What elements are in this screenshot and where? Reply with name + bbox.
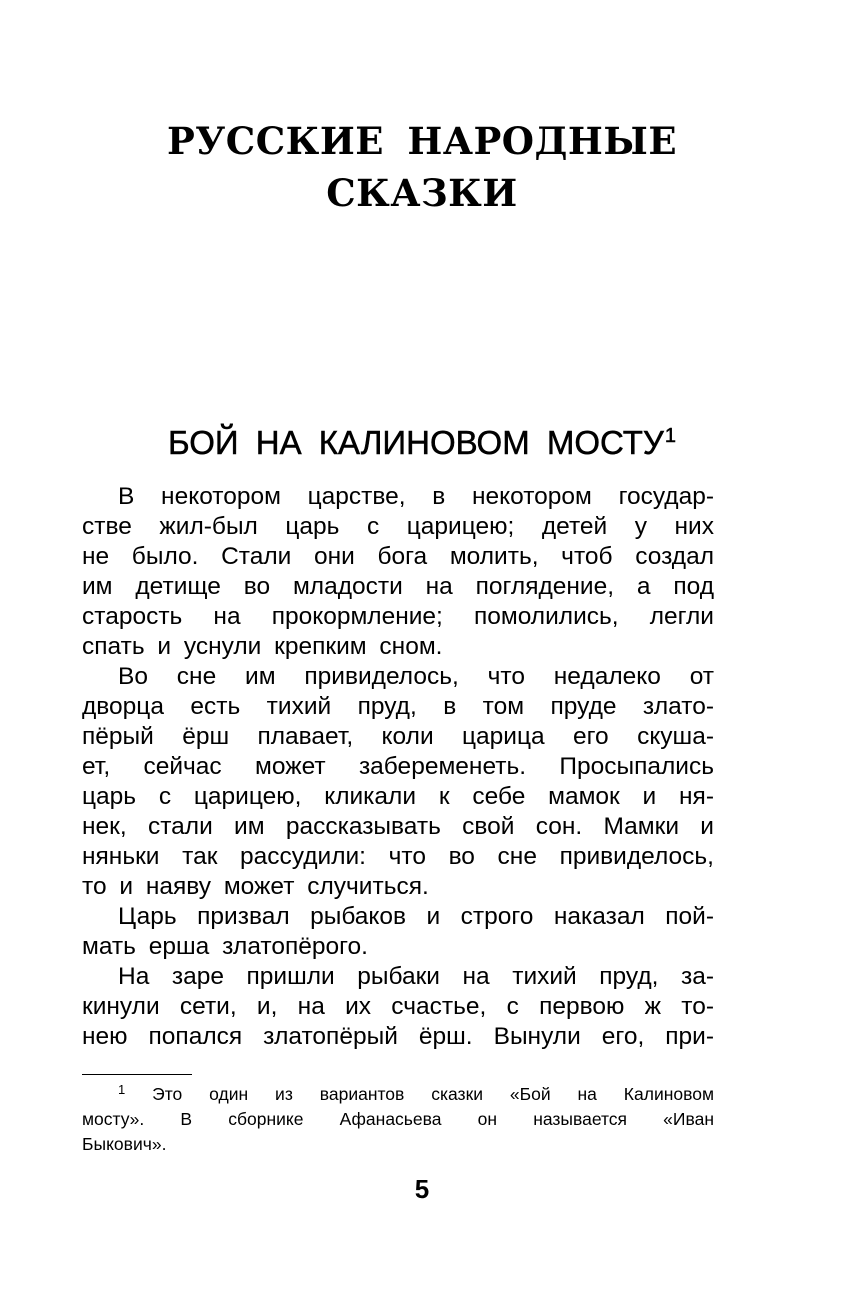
text-line: не было. Стали они бога молить, чтоб создал <box>82 543 714 570</box>
paragraph-3 <box>82 902 714 962</box>
paragraph-1 <box>82 482 714 662</box>
footnote-text: Это один из вариантов сказки «Бой на Калиновом <box>152 1084 714 1104</box>
footnote-line: мосту». В сборнике Афанасьева он называется «Иван <box>82 1109 714 1129</box>
paragraph-2 <box>82 662 714 902</box>
text-line: В некотором царстве, в некотором государ- <box>118 483 714 510</box>
text-line: На заре пришли рыбаки на тихий пруд, за- <box>118 963 714 990</box>
story-title <box>0 423 844 468</box>
text-line: стве жил-был царь с царицею; детей у них <box>82 513 714 540</box>
text-line: нек, стали им рассказывать свой сон. Мамки и <box>82 813 714 840</box>
text-line: мать ерша златопёрого. <box>82 933 368 960</box>
text-line: дворца есть тихий пруд, в том пруде злато- <box>82 693 714 720</box>
footnote-divider <box>82 1074 192 1075</box>
text-line: няньки так рассудили: что во сне привиделось, <box>82 843 714 870</box>
book-title-line-2: СКАЗКИ <box>326 171 518 215</box>
text-line: нею попался златопёрый ёрш. Вынули его, при- <box>82 1023 714 1050</box>
text-line: Царь призвал рыбаков и строго наказал пой- <box>118 903 714 930</box>
page-number: 5 <box>414 1174 430 1204</box>
footnote-line: Быкович». <box>82 1134 167 1154</box>
text-line: ет, сейчас может забеременеть. Просыпались <box>82 753 714 780</box>
story-body <box>82 482 714 1052</box>
text-line: спать и уснули крепким сном. <box>82 633 443 660</box>
text-line: им детище во младости на поглядение, а под <box>82 573 714 600</box>
story-title-text: БОЙ НА КАЛИНОВОМ МОСТУ <box>167 424 664 461</box>
book-title <box>0 115 844 219</box>
text-line: то и наяву может случиться. <box>82 873 429 900</box>
footnote <box>82 1082 714 1157</box>
paragraph-4 <box>82 962 714 1052</box>
text-line: кинули сети, и, на их счастье, с первою ж то- <box>82 993 714 1020</box>
story-title-footnote-marker[interactable]: 1 <box>664 425 677 447</box>
text-line: Во сне им привиделось, что недалеко от <box>118 663 714 690</box>
text-line: царь с царицею, кликали к себе мамок и ня- <box>82 783 714 810</box>
footnote-marker: 1 <box>118 1082 126 1097</box>
book-title-line-1: РУССКИЕ НАРОДНЫЕ <box>166 119 678 163</box>
text-line: пёрый ёрш плавает, коли царица его скуша- <box>82 723 714 750</box>
footnote-line <box>82 1082 714 1107</box>
text-line: старость на прокормление; помолились, легли <box>82 603 714 630</box>
